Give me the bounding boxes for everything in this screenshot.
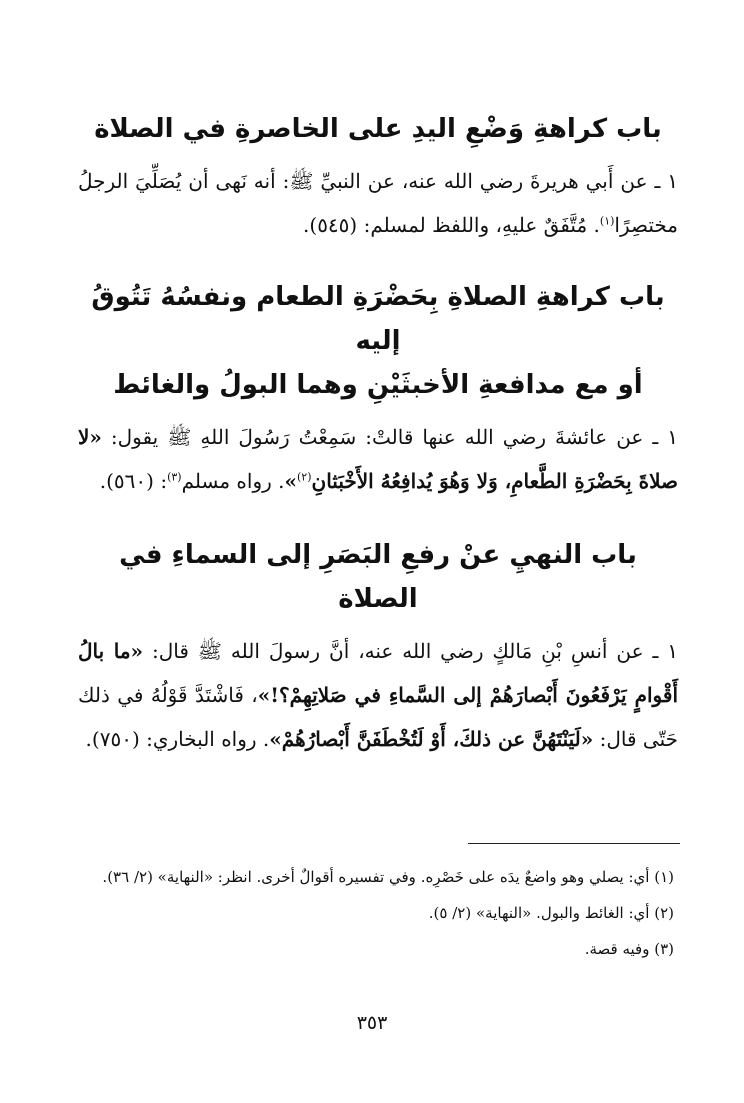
hadith-3-middle: ، فَاشْتَدَّ قَوْلُهُ في ذلك حَتّى قال: xyxy=(78,683,678,751)
hadith-3-text: ١ ـ عن أنسِ بْنِ مَالكٍ رضي الله عنه، أنَّ رسولَ الله ﷺ قال: xyxy=(143,639,678,663)
footnote-3: (٣) وفيه قصة. xyxy=(584,940,674,958)
footnote-divider xyxy=(468,843,680,844)
hadith-2-quote-end: » xyxy=(284,469,297,493)
section-title-3: باب النهيِ عنْ رفعِ البَصَرِ إلى السماءِ في الصلاة xyxy=(119,540,637,614)
hadith-2-source: . رواه مسلم xyxy=(181,469,285,493)
hadith-2-text: ١ ـ عن عائشةَ رضي الله عنها قالتْ: سَمِعْتُ رَسُولَ اللهِ ﷺ يقول: xyxy=(101,425,679,449)
hadith-3-quote-b: «لَيَنْتَهُنَّ عن ذلكَ، أَوْ لَتُخْطَفَنَّ أَبْصارُهُمْ» xyxy=(269,727,594,751)
hadith-1 xyxy=(78,159,678,247)
hadith-2-quote: «لا صلاةَ بِحَضْرَةِ الطَّعامِ، وَلا وَهُوَ يُدافِعُهُ الأَخْبَثانِ xyxy=(78,425,678,493)
footnote-ref-2[interactable]: (٢) xyxy=(297,470,312,484)
hadith-1-source: . مُتَّفَقٌ عليهِ، واللفظ لمسلم: (٥٤٥). xyxy=(303,213,600,237)
footnote-ref-1[interactable]: (١) xyxy=(599,214,615,228)
footnotes xyxy=(70,862,674,970)
hadith-3-source: . رواه البخاري: (٧٥٠). xyxy=(85,727,270,751)
hadith-3-quote-a: «ما بالُ أَقْوامٍ يَرْفَعُونَ أَبْصارَهُمْ إلى السَّماءِ في صَلاتِهِمْ؟!» xyxy=(78,639,679,707)
footnote-2: (٢) أي: الغائط والبول. «النهاية» (٢/ ٥). xyxy=(428,904,674,922)
page-number: ٣٥٣ xyxy=(356,1012,388,1034)
hadith-1-text: ١ ـ عن أَبي هريرةَ رضي الله عنه، عن النبيِّ ﷺ: أنه نَهى أن يُصَلِّيَ الرجلُ مختصِرًا xyxy=(78,169,678,237)
hadith-2-number: : (٥٦٠). xyxy=(99,469,168,493)
hadith-3 xyxy=(78,629,678,761)
footnote-1: (١) أي: يصلي وهو واضعٌ يدَه على خَصْرِه. وفي تفسيره أقوالٌ أخرى. انظر: «النهاية» (٢/ ٣٦). xyxy=(102,868,674,886)
footnote-ref-3[interactable]: (٣) xyxy=(167,470,182,484)
hadith-2 xyxy=(78,415,678,503)
section-title-2-line2: أو مع مدافعةِ الأخبثَيْنِ وهما البولُ والغائط xyxy=(113,370,643,400)
section-title-2-line1: باب كراهةِ الصلاةِ بِحَضْرَةِ الطعام ونفسُهُ تَتُوقُ إليه xyxy=(91,282,665,356)
page-body xyxy=(78,95,678,761)
section-title-1: باب كراهةِ وَضْعِ اليدِ على الخاصرةِ في الصلاة xyxy=(94,114,662,144)
section-title-2 xyxy=(78,275,678,407)
